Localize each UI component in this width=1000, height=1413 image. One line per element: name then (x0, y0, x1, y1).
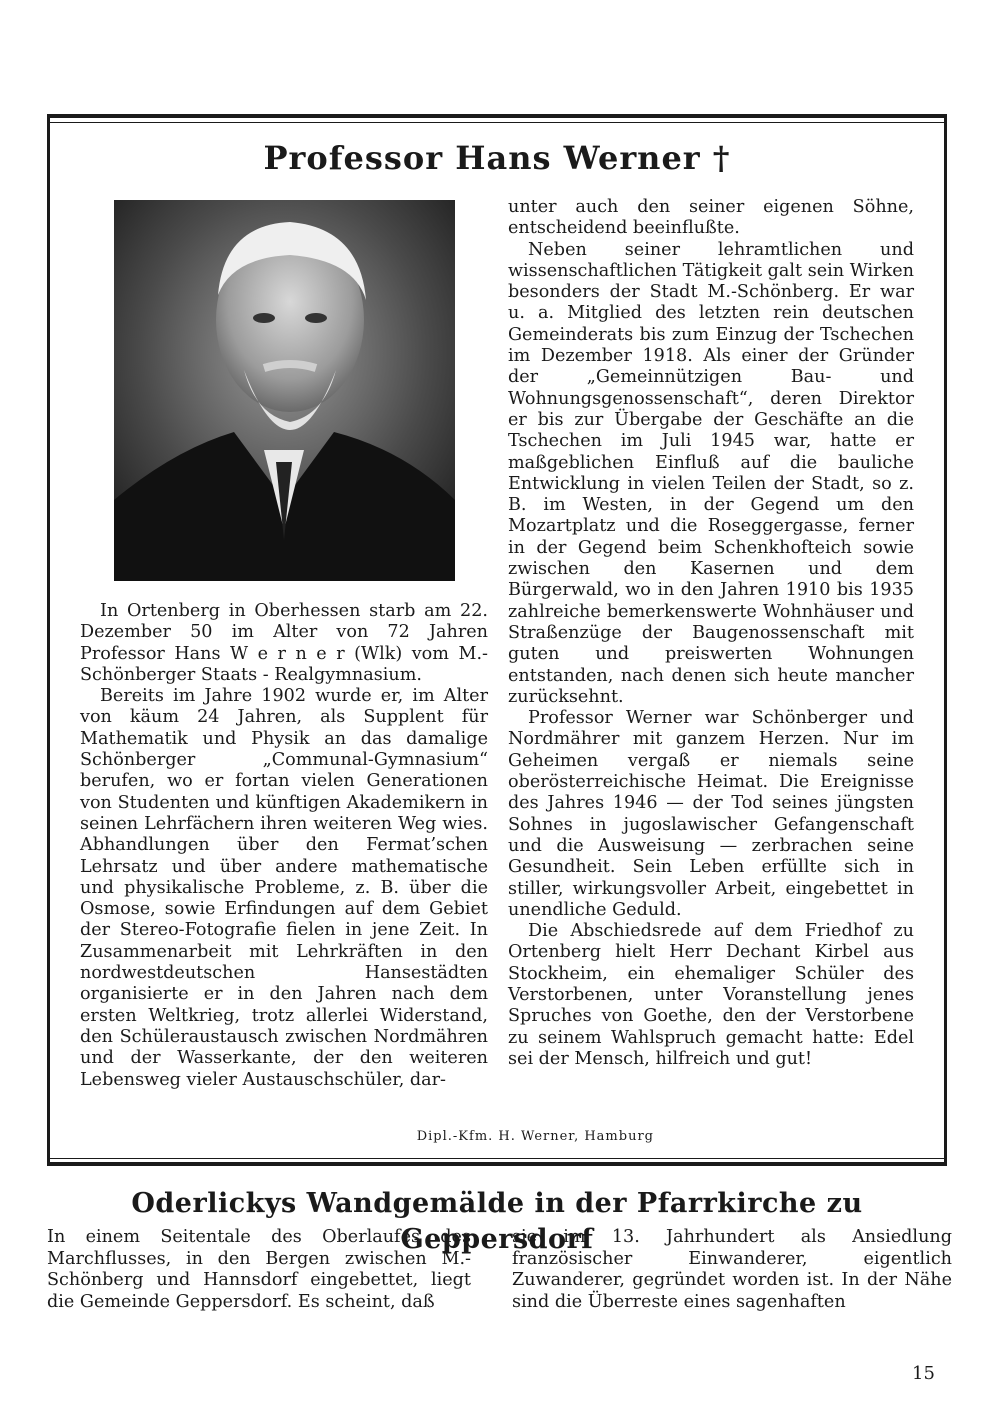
paragraph: Bereits im Jahre 1902 wurde er, im Alter von käum 24 Jahren, als Supplent für Mathematik und Physik an das damalige Schönberger „Communal-Gymnasium“ berufen, wo er fortan vielen Generationen von Studenten und künftigen Akademikern in seinen Lehrfächern ihren weiteren Weg wies. Abhandlungen über den Fermat’schen Lehrsatz und über andere mathematische und physikalische Probleme, z. B. über die Osmose, sowie Erfindungen auf dem Gebiet der Stereo-Fotografie fielen in jene Zeit. In Zusammenarbeit mit Lehrkräften in den nordwestdeutschen Hansestädten organisierte er in den Jahren nach dem ersten Weltkrieg, trotz allerlei Widerstand, den Schüleraustausch zwischen Nordmähren und der Wasserkante, der den weiteren Lebensweg vieler Austauschschüler, dar- (80, 686, 488, 1090)
paragraph: sie im 13. Jahrhundert als Ansiedlung französischer Einwanderer, eigentlich Zuwanderer, gegründet worden ist. In der Nähe sind die Überreste eines sagenhaften (512, 1227, 952, 1312)
frame-bottom-rule (47, 1162, 947, 1166)
article-title: Oderlickys Wandgemälde in der Pfarrkirche zu Geppersdorf (131, 1188, 863, 1255)
obituary-title: Professor Hans Werner † (263, 139, 731, 177)
author-signature: Dipl.-Kfm. H. Werner, Hamburg (416, 1129, 654, 1144)
paragraph: In einem Seitentale des Oberlaufes des Marchflusses, in den Bergen zwischen M.-Schönberg und Hannsdorf eingebettet, liegt die Gemeinde Geppersdorf. Es scheint, daß (47, 1227, 471, 1312)
paragraph: In Ortenberg in Oberhessen starb am 22. Dezember 50 im Alter von 72 Jahren Professor Hans W e r n e r (Wlk) vom M.-Schönberger Staats - Realgymnasium. (80, 601, 488, 685)
page-number: 15 (912, 1363, 935, 1384)
frame-bottom-rule-thin (47, 1158, 947, 1159)
obituary-left-column (80, 601, 488, 1091)
portrait-photo (114, 200, 455, 581)
article-right-column (512, 1227, 952, 1313)
obituary-right-column (508, 197, 914, 1070)
paragraph: Die Abschiedsrede auf dem Friedhof zu Ortenberg hielt Herr Dechant Kirbel aus Stockheim, ein ehemaliger Schüler des Verstorbenen, unter Voranstellung jenes Spruches von Goethe, den der Verstorbene zu seinem Wahlspruch gemacht hatte: Edel sei der Mensch, hilfreich und gut! (508, 921, 914, 1069)
paragraph: unter auch den seiner eigenen Söhne, entscheidend beeinflußte. (508, 197, 914, 239)
paragraph: Neben seiner lehramtlichen und wissenschaftlichen Tätigkeit galt sein Wirken besonders der Stadt M.-Schönberg. Er war u. a. Mitglied des letzten rein deutschen Gemeinderats bis zum Einzug der Tschechen im Dezember 1918. Als einer der Gründer der „Gemeinnützigen Bau- und Wohnungsgenossenschaft“, deren Direktor er bis zur Übergabe der Geschäfte an die Tschechen im Juli 1945 war, hatte er maßgeblichen Einfluß auf die bauliche Entwicklung in vielen Teilen der Stadt, so z. B. im Westen, in der Gegend um den Mozartplatz und die Roseggergasse, ferner in der Gegend beim Schenkhofteich sowie zwischen den Kasernen und dem Bürgerwald, wo in den Jahren 1910 bis 1935 zahlreiche bemerkenswerte Wohnhäuser und Straßenzüge der Baugenossenschaft mit guten und preiswerten Wohnungen entstanden, nach denen sich heute mancher zurücksehnt. (508, 239, 914, 707)
paragraph: Professor Werner war Schönberger und Nordmährer mit ganzem Herzen. Nur im Geheimen vergaß er niemals seine oberösterreichische Heimat. Die Ereignisse des Jahres 1946 — der Tod seines jüngsten Sohnes in jugoslawischer Gefangenschaft und die Ausweisung — zerbrachen seine Gesundheit. Sein Leben erfüllte sich in stiller, wirkungsvoller Arbeit, eingebettet in unendliche Geduld. (508, 708, 914, 920)
portrait-image (114, 200, 455, 581)
article-left-column (47, 1227, 471, 1313)
